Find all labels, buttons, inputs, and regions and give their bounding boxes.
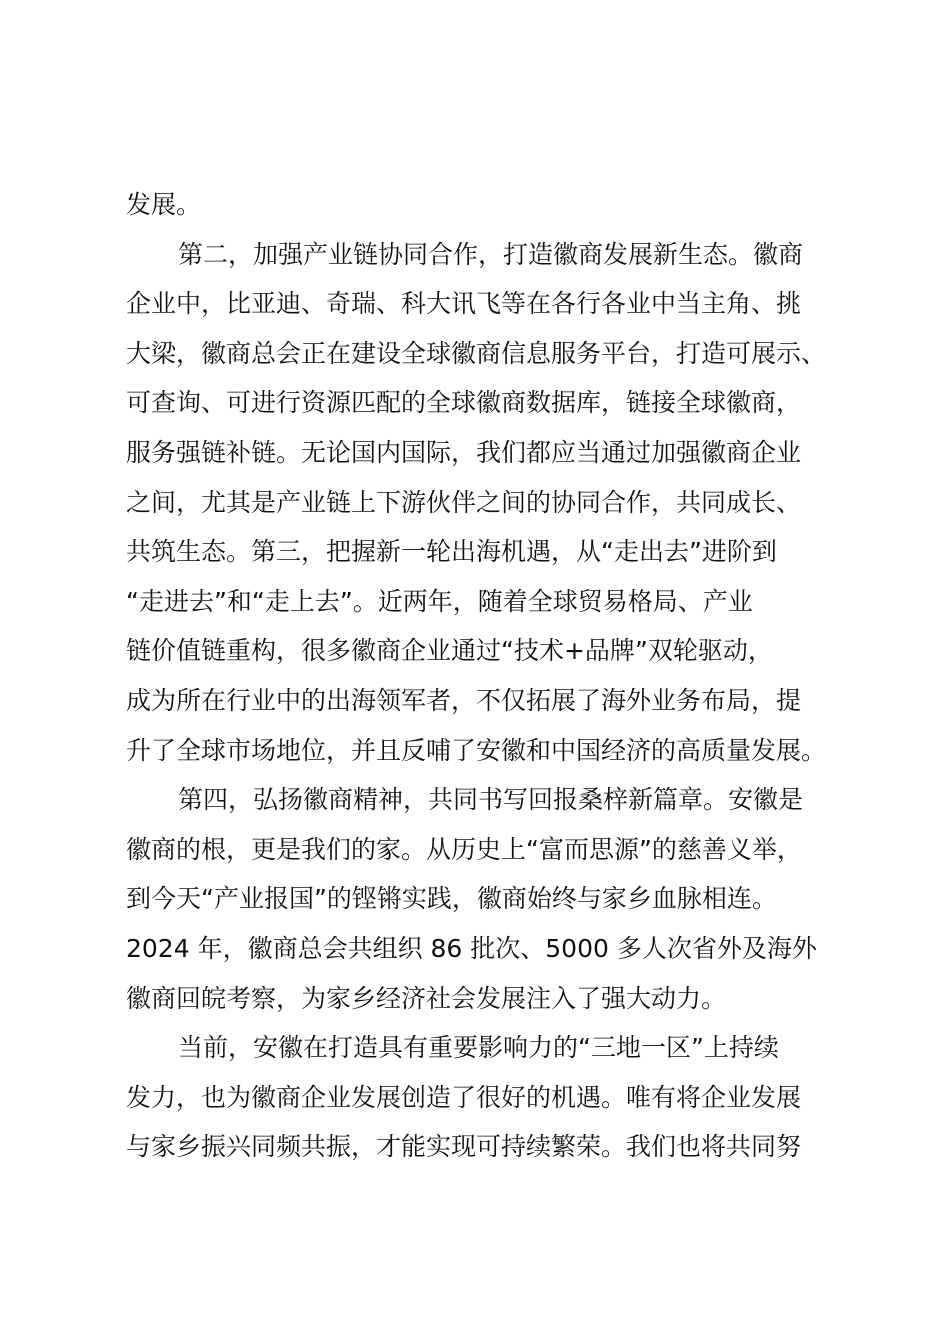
text-line: 服务强链补链。无论国内国际，我们都应当通过加强徽商企业 bbox=[126, 437, 802, 467]
text-line: 升了全球市场地位，并且反哺了安徽和中国经济的高质量发展。 bbox=[126, 735, 827, 765]
text-line: 2024 年，徽商总会共组织 86 批次、5000 多人次省外及海外 bbox=[126, 933, 817, 963]
text-line: 之间，尤其是产业链上下游伙伴之间的协同合作，共同成长、 bbox=[126, 487, 802, 517]
body-text bbox=[126, 180, 866, 1172]
text-line: 与家乡振兴同频共振，才能实现可持续繁荣。我们也将共同努 bbox=[126, 1132, 802, 1162]
text-line: 到今天“产业报国”的铿锵实践，徽商始终与家乡血脉相连。 bbox=[126, 884, 777, 914]
text-line: 发展。 bbox=[126, 190, 202, 219]
text-line: 成为所在行业中的出海领军者，不仅拓展了海外业务布局，提 bbox=[126, 685, 802, 715]
text-line: 第四，弘扬徽商精神，共同书写回报桑梓新篇章。安徽是 bbox=[178, 785, 804, 815]
text-line: 企业中，比亚迪、奇瑞、科大讯飞等在各行各业中当主角、挑 bbox=[126, 289, 802, 319]
text-line: 共筑生态。第三，把握新一轮出海机遇，从“走出去”进阶到 bbox=[126, 537, 777, 567]
text-line: 第二，加强产业链协同合作，打造徽商发展新生态。徽商 bbox=[178, 239, 804, 269]
text-line: “走进去”和“走上去”。近两年，随着全球贸易格局、产业 bbox=[126, 586, 753, 616]
text-line: 大梁，徽商总会正在建设全球徽商信息服务平台，打造可展示、 bbox=[126, 338, 827, 368]
text-line: 链价值链重构，很多徽商企业通过“技术+品牌”双轮驱动， bbox=[126, 636, 773, 666]
text-line: 徽商回皖考察，为家乡经济社会发展注入了强大动力。 bbox=[126, 983, 727, 1013]
text-line: 当前，安徽在打造具有重要影响力的“三地一区”上持续 bbox=[178, 1033, 779, 1063]
text-line: 发力，也为徽商企业发展创造了很好的机遇。唯有将企业发展 bbox=[126, 1082, 802, 1112]
text-line: 可查询、可进行资源匹配的全球徽商数据库，链接全球徽商， bbox=[126, 388, 802, 418]
text-line: 徽商的根，更是我们的家。从历史上“富而思源”的慈善义举， bbox=[126, 834, 802, 864]
